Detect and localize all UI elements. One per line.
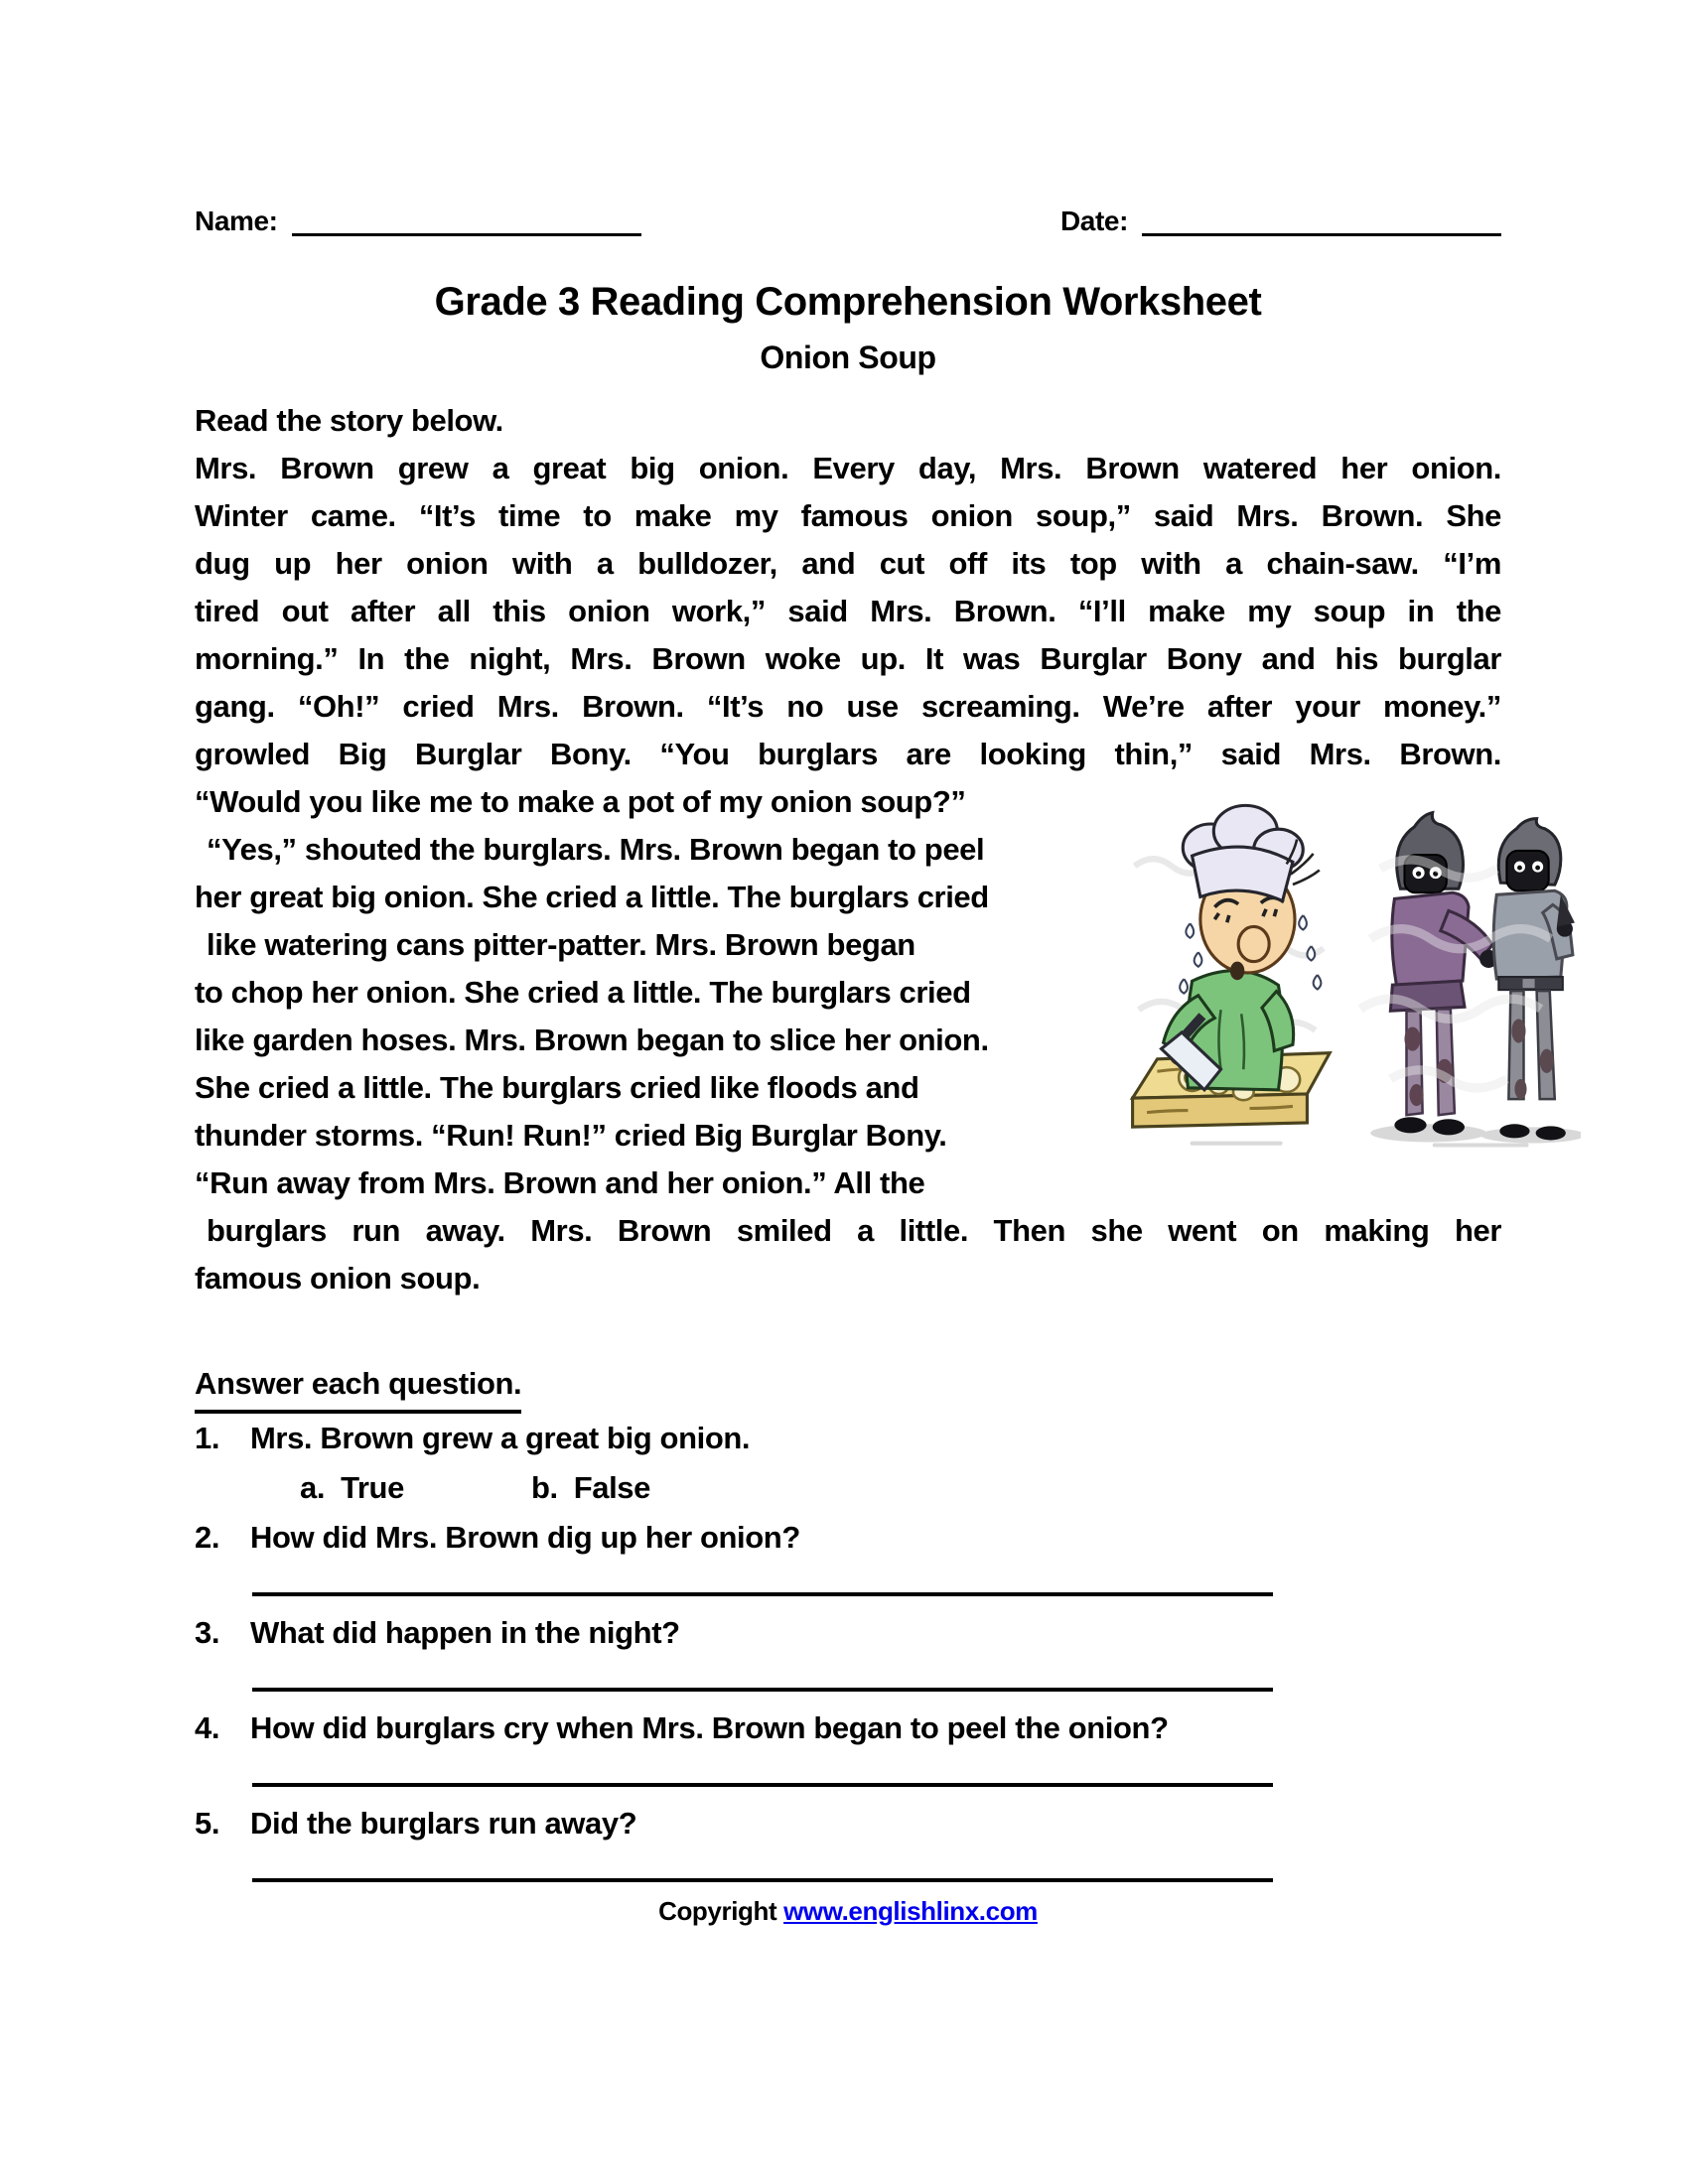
- story-line: “Would you like me to make a pot of my onion soup?”: [195, 784, 966, 819]
- story-line: like garden hoses. Mrs. Brown began to slice her onion.: [195, 1023, 989, 1057]
- story-illustration: [1126, 794, 1581, 1163]
- question-number: 3.: [195, 1615, 220, 1650]
- question-options: [195, 1463, 1501, 1513]
- crying-chef-chopping-onion-icon: [1126, 794, 1342, 1154]
- date-blank-line[interactable]: [1142, 207, 1501, 236]
- story-section: [195, 445, 1501, 1302]
- name-field: [195, 206, 641, 236]
- question-row: [195, 1799, 1501, 1848]
- answer-blank-line[interactable]: [252, 1592, 1273, 1596]
- option-text: True: [341, 1470, 404, 1505]
- story-line: thunder storms. “Run! Run!” cried Big Burglar Bony.: [195, 1118, 947, 1153]
- story-line: like watering cans pitter-patter. Mrs. Brown began: [207, 927, 915, 962]
- questions-list: [195, 1414, 1501, 1882]
- answer-blank-line[interactable]: [252, 1688, 1273, 1692]
- story-line: Winter came. “It’s time to make my famous onion soup,” said Mrs. Brown. She: [195, 498, 1501, 533]
- question-text: How did burglars cry when Mrs. Brown began to peel the onion?: [250, 1710, 1169, 1745]
- page-title: Grade 3 Reading Comprehension Worksheet: [434, 280, 1262, 324]
- name-label: Name:: [195, 205, 278, 236]
- question-row: [195, 1608, 1501, 1658]
- option-text: False: [573, 1470, 650, 1505]
- story-line: Mrs. Brown grew a great big onion. Every day, Mrs. Brown watered her onion.: [195, 451, 1501, 485]
- copyright-link[interactable]: www.englishlinx.com: [783, 1896, 1038, 1926]
- story-line: morning.” In the night, Mrs. Brown woke up. It was Burglar Bony and his burglar: [195, 641, 1501, 676]
- question-number: 5.: [195, 1806, 220, 1841]
- story-line: burglars run away. Mrs. Brown smiled a little. Then she went on making her: [207, 1213, 1501, 1248]
- copyright-label: Copyright: [658, 1896, 777, 1926]
- question-text: How did Mrs. Brown dig up her onion?: [250, 1520, 800, 1555]
- story-line: growled Big Burglar Bony. “You burglars are looking thin,” said Mrs. Brown.: [195, 737, 1501, 771]
- question-text: Did the burglars run away?: [250, 1806, 637, 1841]
- story-line: She cried a little. The burglars cried like floods and: [195, 1070, 919, 1105]
- story-line: to chop her onion. She cried a little. The burglars cried: [195, 975, 971, 1010]
- story-line: “Run away from Mrs. Brown and her onion.” All the: [195, 1165, 925, 1200]
- question-text: Mrs. Brown grew a great big onion.: [250, 1421, 751, 1455]
- question-row: [195, 1513, 1501, 1563]
- question-number: 4.: [195, 1710, 220, 1745]
- story-line: tired out after all this onion work,” said Mrs. Brown. “I’ll make my soup in the: [195, 594, 1501, 628]
- question-number: 1.: [195, 1421, 220, 1455]
- story-line: her great big onion. She cried a little. The burglars cried: [195, 880, 989, 914]
- option-label: a.: [300, 1470, 326, 1505]
- answer-blank-line[interactable]: [252, 1878, 1273, 1882]
- story-line: dug up her onion with a bulldozer, and cut off its top with a chain-saw. “I’m: [195, 546, 1501, 581]
- question-text: What did happen in the night?: [250, 1615, 680, 1650]
- story-line: “Yes,” shouted the burglars. Mrs. Brown began to peel: [207, 832, 985, 867]
- name-blank-line[interactable]: [292, 207, 641, 236]
- answer-option: [300, 1463, 404, 1513]
- answer-heading: Answer each question.: [195, 1360, 1501, 1414]
- two-masked-burglars-icon: [1350, 794, 1581, 1154]
- story-line: famous onion soup.: [195, 1261, 481, 1296]
- story-instruction: Read the story below.: [195, 403, 503, 438]
- question-number: 2.: [195, 1520, 220, 1555]
- question-row: [195, 1704, 1501, 1753]
- name-date-row: [195, 199, 1501, 236]
- answer-blank-line[interactable]: [252, 1783, 1273, 1787]
- footer: [195, 1894, 1501, 1928]
- date-field: [1060, 206, 1501, 236]
- question-row: [195, 1414, 1501, 1463]
- date-label: Date:: [1059, 205, 1128, 236]
- answer-option: [531, 1463, 650, 1513]
- page-subtitle: Onion Soup: [760, 340, 936, 375]
- story-line: gang. “Oh!” cried Mrs. Brown. “It’s no use screaming. We’re after your money.”: [195, 689, 1501, 724]
- option-label: b.: [530, 1470, 558, 1505]
